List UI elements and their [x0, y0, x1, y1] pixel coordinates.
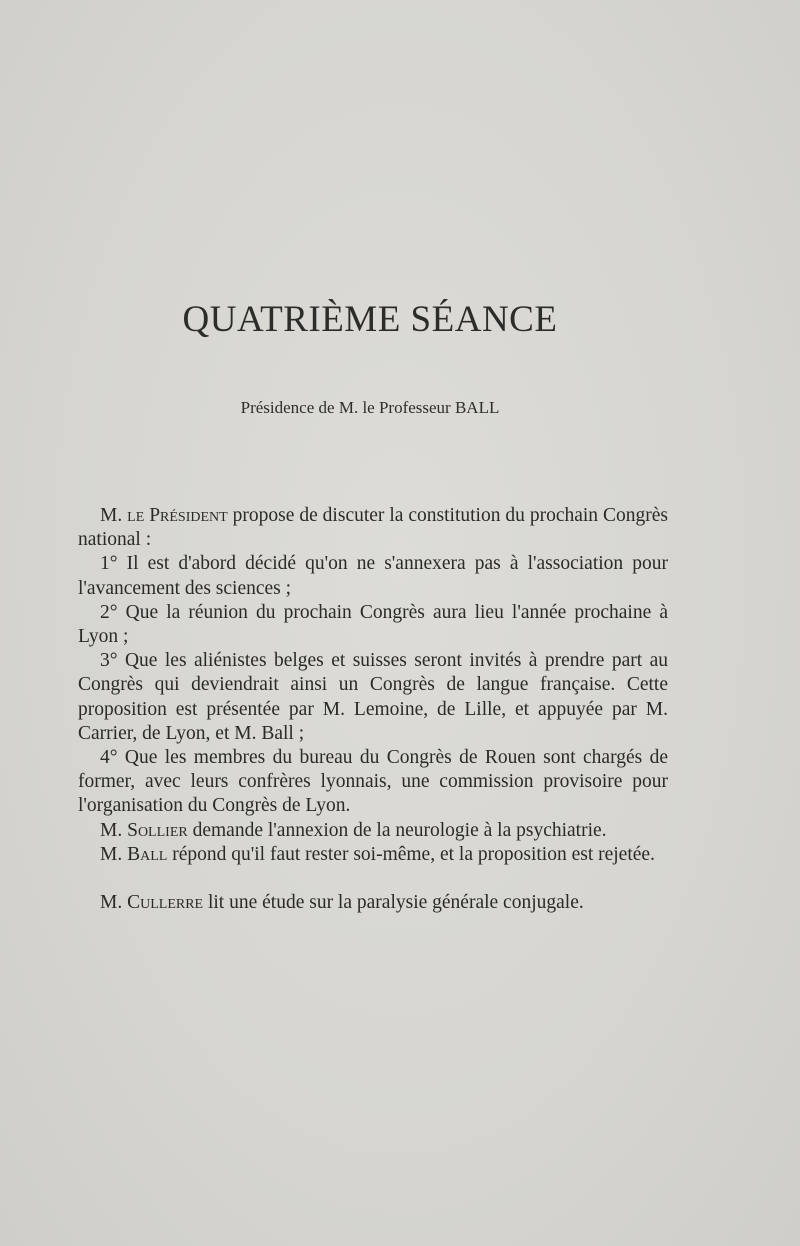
paragraph-item-4 — [78, 746, 668, 819]
speaker-name: le Président — [127, 505, 228, 526]
paragraph-lead: M. — [100, 505, 128, 526]
presidency-subtitle: Présidence de M. le Professeur BALL — [240, 398, 500, 417]
paragraph-text: propose de discuter la constitution du prochain Congrès national : — [78, 505, 668, 551]
paragraph-text: 2° Que la réunion du prochain Congrès aura lieu l'année prochaine à Lyon ; — [78, 601, 668, 648]
speaker-name: Ball — [127, 843, 168, 865]
paragraph-text: répond qu'il faut rester soi-même, et la proposition est rejetée. — [167, 843, 655, 865]
paragraph-president — [78, 504, 668, 552]
page-title: QUATRIÈME SÉANCE — [182, 299, 558, 340]
paragraph-text: demande l'annexion de la neurologie à la psychiatrie. — [187, 819, 607, 841]
paragraph-text: 4° Que les membres du bureau du Congrès de Rouen sont chargés de former, avec leurs confrères lyonnais, une commission provisoire pour l'organisation du Congrès de Lyon. — [78, 747, 668, 817]
paragraph-lead: M. — [100, 819, 128, 841]
speaker-name: Cullerre — [127, 892, 204, 914]
paragraph-ball — [78, 843, 668, 867]
speaker-name: Sollier — [127, 819, 188, 841]
paragraph-sollier — [78, 819, 668, 843]
paragraph-lead: M. — [100, 892, 128, 914]
paragraph-item-2 — [78, 601, 668, 649]
paragraph-item-3 — [78, 649, 668, 746]
paragraph-cullerre — [78, 891, 668, 915]
minutes-body — [78, 504, 668, 915]
paragraph-text: lit une étude sur la paralysie générale conjugale. — [203, 892, 584, 914]
paragraph-text: 1° Il est d'abord décidé qu'on ne s'annexera pas à l'association pour l'avancement des sciences ; — [78, 553, 668, 599]
paragraph-item-1 — [78, 552, 668, 600]
paragraph-text: 3° Que les aliénistes belges et suisses seront invités à prendre part au Congrès qui deviendrait ainsi un Congrès de langue française. Cette proposition est présentée par M. Lemoine, de Lille, et appuyée par M. Carrier, de Lyon, et M. Ball ; — [78, 650, 668, 744]
paragraph-lead: M. — [100, 843, 128, 865]
